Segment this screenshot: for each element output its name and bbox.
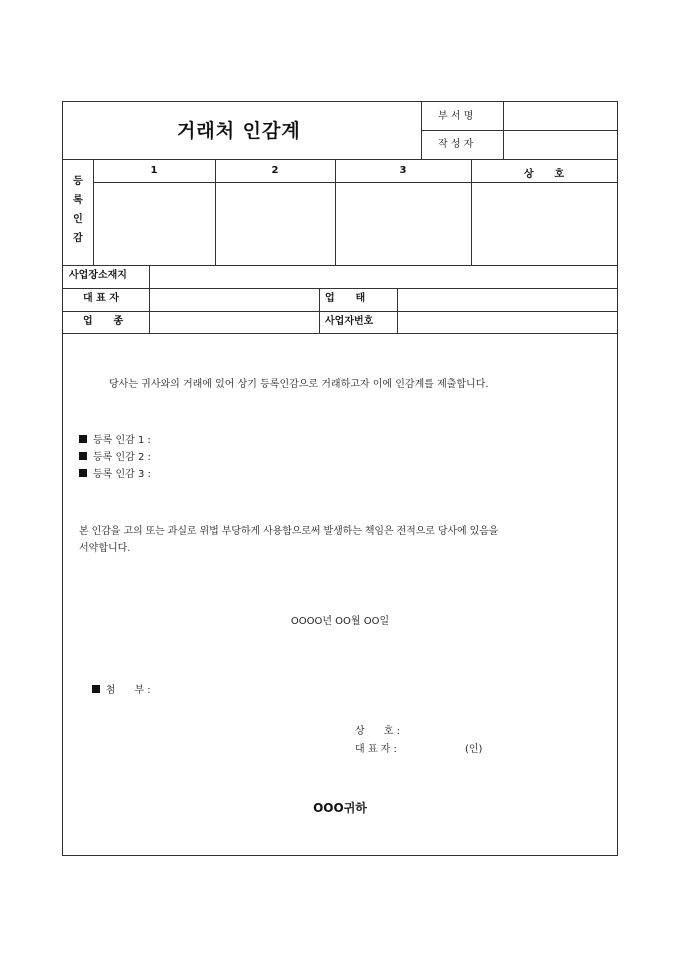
pledge-statement-line1: 본 인감을 고의 또는 과실로 위법 부당하게 사용함으로써 발생하는 책임은 전적으로 당사에 있음을 [79, 526, 499, 537]
company-name-box[interactable] [472, 183, 617, 265]
list-item: 등록 인감 1 : [79, 432, 151, 449]
address-label: 사업장소재지 [69, 270, 127, 281]
side-char: 등 [73, 176, 83, 187]
list-item: 등록 인감 2 : [79, 449, 151, 466]
seal-column-header-2: 2 [271, 165, 279, 176]
recipient: OOO귀하 [313, 801, 367, 815]
business-type-field[interactable] [398, 289, 617, 311]
representative-field[interactable] [150, 289, 319, 311]
document-title: 거래처 인감계 [177, 120, 301, 142]
side-char: 인 [73, 214, 83, 225]
pledge-statement-line2: 서약합니다. [79, 543, 131, 554]
business-type-label: 업 태 [325, 293, 366, 304]
seal-box-2[interactable] [216, 183, 335, 265]
attachment-line: 첨 부 : [79, 670, 151, 707]
author-label: 작 성 자 [438, 139, 474, 150]
address-field[interactable] [150, 266, 617, 288]
side-char: 록 [73, 195, 83, 206]
business-item-label: 업 종 [83, 316, 124, 327]
author-value-field[interactable] [504, 131, 617, 159]
seal-box-3[interactable] [336, 183, 471, 265]
intro-statement: 당사는 귀사와의 거래에 있어 상기 등록인감으로 거래하고자 이에 인감계를 제출합니다. [109, 379, 489, 390]
dept-label: 부 서 명 [438, 111, 474, 122]
list-item: 등록 인감 3 : [79, 466, 151, 483]
bullet-square-icon [79, 452, 87, 460]
bullet-square-icon [92, 685, 100, 693]
seal-side-label [63, 172, 93, 248]
seal-registration-form [62, 101, 618, 856]
seal-column-header-3: 3 [399, 165, 407, 176]
business-item-field[interactable] [150, 312, 319, 333]
seal-mark: (인) [465, 744, 483, 755]
signature-representative: 대 표 자 : [355, 744, 397, 755]
company-name-column-header: 상 호 [523, 169, 565, 180]
seal-items-list [79, 432, 151, 483]
dept-value-field[interactable] [504, 102, 617, 130]
seal-column-header-1: 1 [150, 165, 158, 176]
seal-box-1[interactable] [94, 183, 215, 265]
bullet-square-icon [79, 435, 87, 443]
side-char: 감 [73, 233, 83, 244]
bullet-square-icon [79, 469, 87, 477]
signature-company: 상 호 : [355, 726, 400, 737]
submission-date: OOOO년 OO월 OO일 [290, 616, 390, 627]
business-number-label: 사업자번호 [325, 316, 374, 327]
representative-label: 대 표 자 [83, 293, 119, 304]
business-number-field[interactable] [398, 312, 617, 333]
